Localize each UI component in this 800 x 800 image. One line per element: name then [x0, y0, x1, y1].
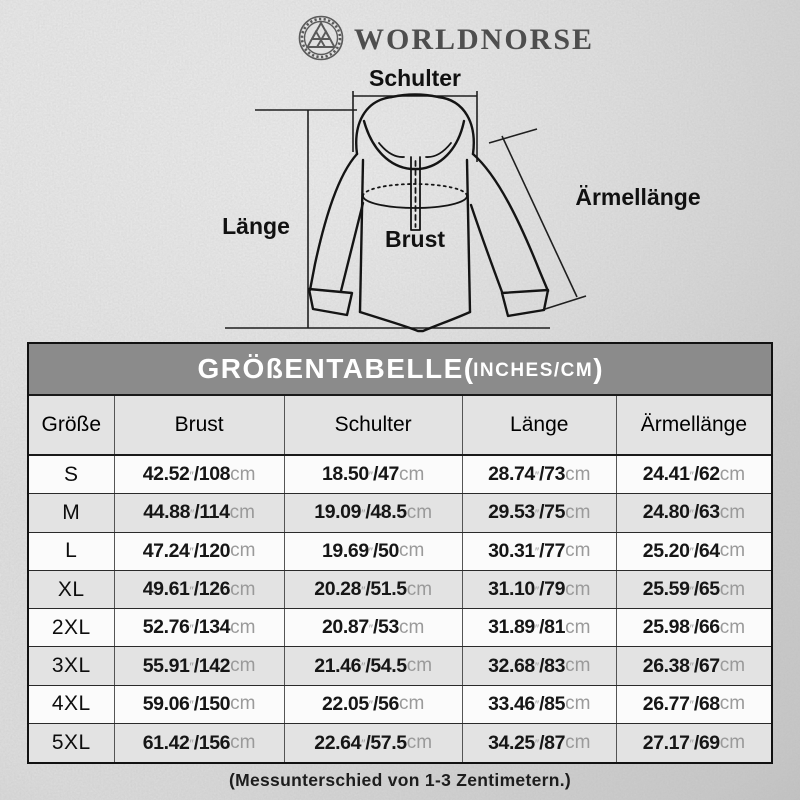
measurement-cell: 22.64 ″ /57.5 cm: [285, 724, 463, 762]
column-header-aermellaenge: Ärmellänge: [640, 413, 748, 436]
table-row: [29, 686, 771, 724]
measurement-cell: 25.59 ″ /65 cm: [642, 578, 746, 601]
measurement-cell: 31.89 ″ /81 cm: [463, 609, 617, 646]
measurement-cell: 21.46 ″ /54.5 cm: [285, 647, 463, 684]
label-schulter: Schulter: [368, 65, 462, 91]
table-row: [29, 724, 771, 762]
table-row: [29, 456, 771, 494]
table-row: [29, 647, 771, 685]
measurement-cell: 18.50 ″ /47 cm: [285, 456, 463, 493]
measurement-cell: 28.74 ″ /73 cm: [463, 456, 617, 493]
valknut-logo-icon: [297, 14, 345, 62]
measurement-cell: 30.31 ″ /77 cm: [463, 533, 617, 570]
size-label: L: [29, 533, 115, 570]
title-paren-open: (: [463, 353, 474, 384]
size-label: 4XL: [29, 686, 115, 723]
brand-header: [0, 12, 800, 64]
table-row: [29, 609, 771, 647]
hoodie-illustration: [309, 95, 548, 332]
table-row: [29, 533, 771, 571]
measurement-cell: 24.41 ″ /62 cm: [642, 463, 746, 486]
measurement-cell: 32.68 ″ /83 cm: [463, 647, 617, 684]
table-header-row: [29, 396, 771, 456]
label-aermellaenge: Ärmellänge: [575, 184, 701, 210]
measurement-cell: 44.88 ″ /114 cm: [115, 494, 285, 531]
size-label: 2XL: [29, 609, 115, 646]
title-unit: INCHES/CM: [473, 360, 594, 381]
measurement-cell: 22.05 ″ /56 cm: [285, 686, 463, 723]
measurement-cell: 34.25 ″ /87 cm: [463, 724, 617, 762]
size-label: M: [29, 494, 115, 531]
brand-name: WORLDNORSE: [354, 23, 595, 56]
column-header-laenge: Länge: [463, 396, 617, 454]
column-header-groesse: Größe: [29, 396, 115, 454]
label-brust: Brust: [384, 226, 446, 252]
measurement-cell: 61.42 ″ /156 cm: [115, 724, 285, 762]
measurement-cell: 29.53 ″ /75 cm: [463, 494, 617, 531]
measurement-cell: 25.20 ″ /64 cm: [642, 539, 746, 562]
measurement-cell: 20.28 ″ /51.5 cm: [285, 571, 463, 608]
dimension-lines: [225, 91, 586, 328]
measurement-cell: 26.77 ″ /68 cm: [642, 692, 746, 715]
measurement-cell: 49.61 ″ /126 cm: [115, 571, 285, 608]
table-row: [29, 571, 771, 609]
size-label: S: [29, 456, 115, 493]
label-laenge: Länge: [222, 213, 290, 239]
table-body: [29, 456, 771, 762]
measurement-cell: 59.06 ″ /150 cm: [115, 686, 285, 723]
column-header-schulter: Schulter: [285, 396, 463, 454]
measurement-cell: 19.09 ″ /48.5 cm: [285, 494, 463, 531]
measurement-note: (Messunterschied von 1-3 Zentimetern.): [228, 770, 572, 790]
measurement-cell: 55.91 ″ /142 cm: [115, 647, 285, 684]
measurement-cell: 26.38 ″ /67 cm: [642, 654, 746, 677]
size-table: [27, 342, 773, 764]
size-label: 5XL: [29, 724, 115, 762]
measurement-cell: 52.76 ″ /134 cm: [115, 609, 285, 646]
column-header-brust: Brust: [115, 396, 285, 454]
size-label: XL: [29, 571, 115, 608]
size-label: 3XL: [29, 647, 115, 684]
title-text: GRÖßENTABELLE: [197, 353, 464, 384]
measurement-cell: 33.46 ″ /85 cm: [463, 686, 617, 723]
measurement-cell: 19.69 ″ /50 cm: [285, 533, 463, 570]
measurement-cell: 20.87 ″ /53 cm: [285, 609, 463, 646]
measurement-cell: 25.98 ″ /66 cm: [642, 616, 746, 639]
table-row: [29, 494, 771, 532]
title-paren-close: ): [593, 353, 603, 384]
measurement-cell: 24.80 ″ /63 cm: [642, 501, 746, 524]
measurement-cell: 27.17 ″ /69 cm: [642, 731, 746, 754]
measurement-cell: 42.52 ″ /108 cm: [115, 456, 285, 493]
measurement-cell: 47.24 ″ /120 cm: [115, 533, 285, 570]
size-table-title: [29, 344, 771, 396]
measurement-cell: 31.10 ″ /79 cm: [463, 571, 617, 608]
